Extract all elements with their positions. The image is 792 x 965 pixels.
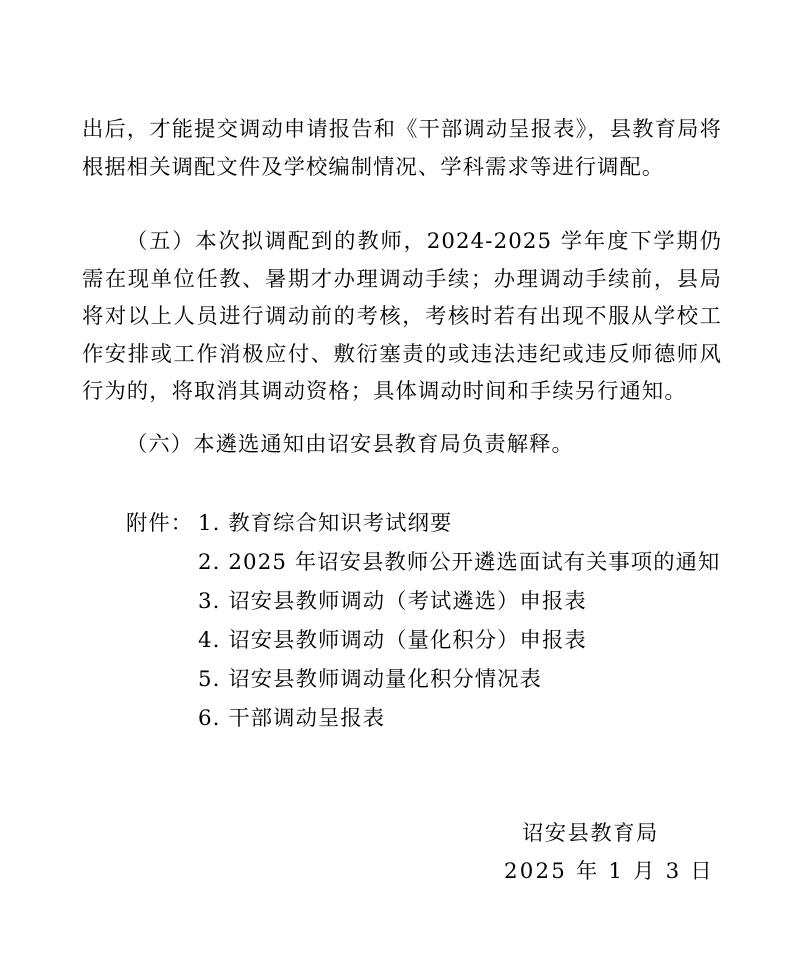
paragraph-item-six: （六）本遴选通知由诏安县教育局负责解释。 (126, 432, 574, 457)
attachments-list (198, 504, 720, 738)
attachment-item: 5. 诏安县教师调动量化积分情况表 (198, 667, 542, 692)
attachment-item: 4. 诏安县教师调动（量化积分）申报表 (198, 628, 587, 653)
attachment-item: 3. 诏安县教师调动（考试遴选）申报表 (198, 589, 587, 614)
attachment-item: 6. 干部调动呈报表 (198, 706, 386, 731)
attachment-item: 1. 教育综合知识考试纲要 (198, 511, 453, 536)
signature-organization: 诏安县教育局 (522, 821, 659, 846)
paragraph-continuation: 出后，才能提交调动申请报告和《干部调动呈报表》，县教育局将根据相关调配文件及学校编制情况、学科需求等进行调配。 (82, 117, 722, 180)
paragraph-item-five: （五）本次拟调配到的教师，2024-2025 学年度下学期仍需在现单位任教、暑期才办理调动手续；办理调动手续前，县局将对以上人员进行调动前的考核，考核时若有出现不服从学校工作安排或工作消极应付、敷衍塞责的或违法违纪或违反师德师风行为的，将取消其调动资格；具体调动时间和手续另行通知。 (82, 229, 722, 405)
attachments-label: 附件： (126, 511, 194, 536)
signature-date: 2025 年 1 月 3 日 (504, 859, 714, 884)
attachment-item: 2. 2025 年诏安县教师公开遴选面试有关事项的通知 (198, 550, 721, 575)
